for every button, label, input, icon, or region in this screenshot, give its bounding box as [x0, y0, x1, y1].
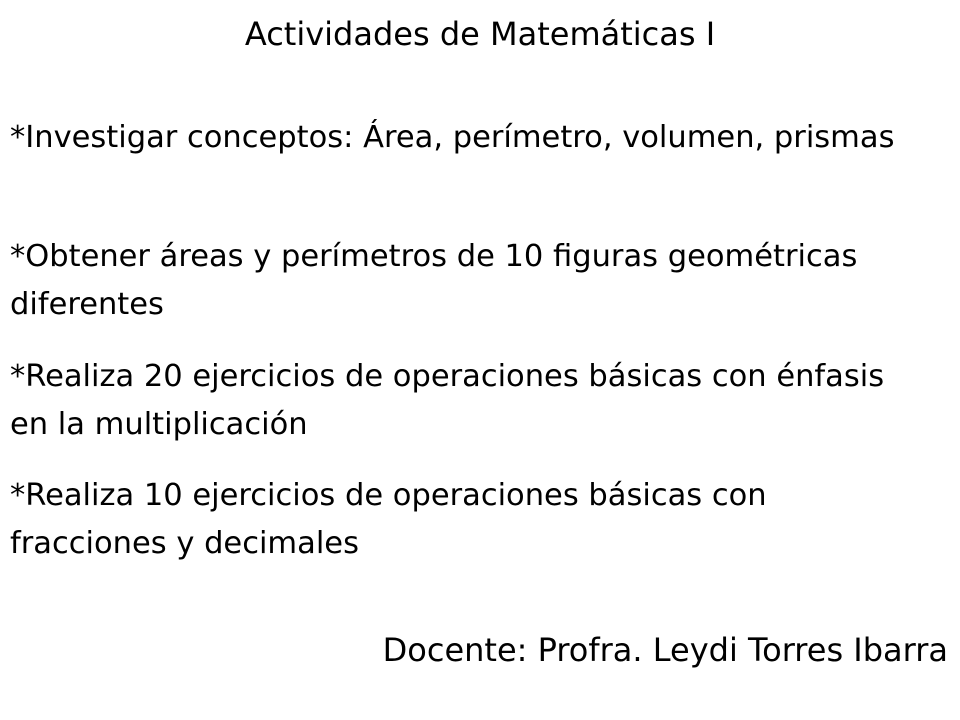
activity-item-1: *Investigar conceptos: Área, perímetro, volumen, prismas: [10, 120, 895, 155]
activity-item-3: *Realiza 20 ejercicios de operaciones básicas con énfasis en la multiplicación: [10, 359, 885, 442]
activity-item-4: *Realiza 10 ejercicios de operaciones básicas con fracciones y decimales: [10, 478, 767, 561]
activity-item-2: *Obtener áreas y perímetros de 10 figuras geométricas diferentes: [10, 239, 858, 322]
teacher-signature: Docente: Profra. Leydi Torres Ibarra: [382, 631, 948, 669]
document-title: Actividades de Matemáticas I: [244, 15, 716, 53]
